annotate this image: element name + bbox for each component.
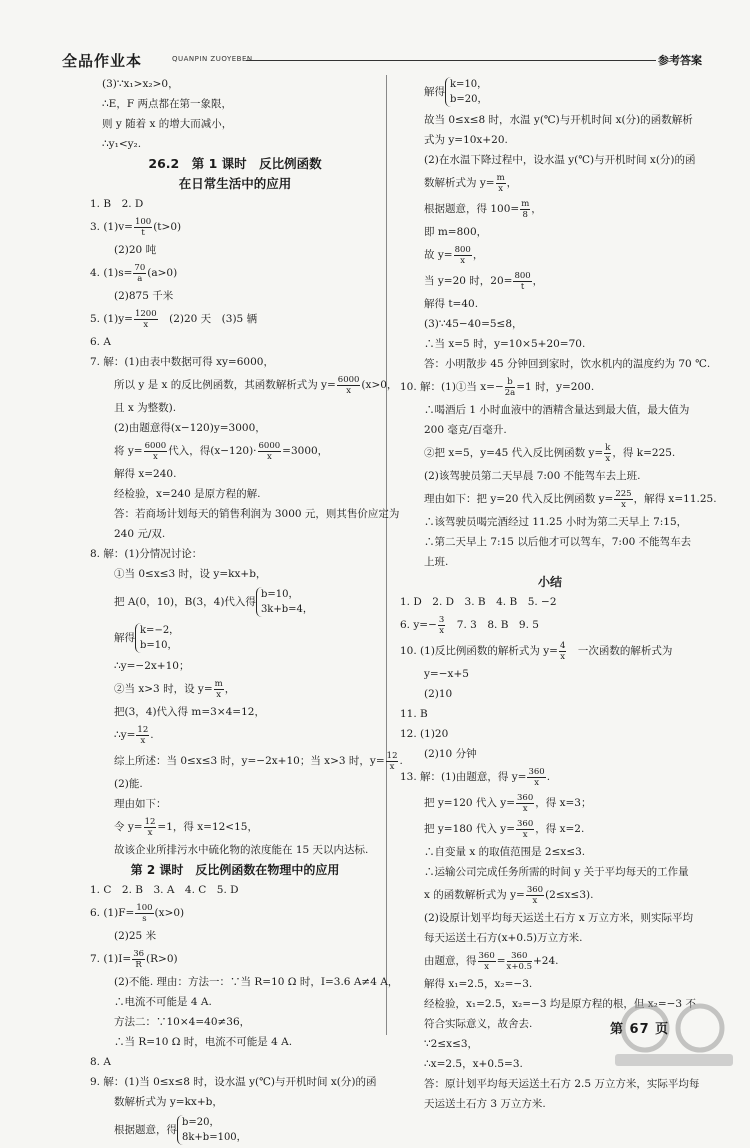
fraction: $\frac{m}{x}$ — [214, 678, 223, 700]
answer-line: 把(3，4)代入得 m=3×4=12， — [114, 706, 265, 718]
answer-line: ∴喝酒后 1 小时血液中的酒精含量达到最大值，最大值为 — [424, 404, 690, 416]
answer-line: 把 y=120 代入 y= $\frac{360}{x}$ ，得 x=3； — [424, 792, 592, 814]
answer-line: ∵2≤x≤3， — [424, 1038, 479, 1050]
answer-line: ∴该驾驶员喝完酒经过 11.25 小时为第二天早上 7:15， — [424, 516, 688, 528]
answer-line: 10. 解：(1)①当 x=− $\frac{b}{2a}$ =1 时，y=200. — [400, 376, 595, 398]
answer-line: 8. A — [90, 1056, 111, 1068]
fraction: $\frac{360}{x}$ — [528, 766, 545, 788]
fraction: $\frac{800}{t}$ — [514, 270, 531, 292]
answer-line: 200 毫克/百毫升. — [424, 424, 507, 436]
answer-line: 6. (1)F= $\frac{100}{s}$ (x>0) — [90, 902, 185, 924]
answer-line: 6. A — [90, 336, 111, 348]
answer-line: 由题意，得 $\frac{360}{x}$ = $\frac{360}{x+0.5}$ +24. — [424, 950, 559, 972]
answer-line: 令 y= $\frac{12}{x}$ =1，得 x=12<15， — [114, 816, 258, 838]
answer-line: ∴y= $\frac{12}{x}$ . — [114, 724, 154, 746]
answer-line: ∴运输公司完成任务所需的时间 y 关于平均每天的工作量 — [424, 866, 689, 878]
fraction: $\frac{3}{x}$ — [438, 614, 445, 636]
answer-line: (3)∵x₁>x₂>0， — [102, 78, 179, 90]
answer-line: 1. C 2. B 3. A 4. C 5. D — [90, 884, 239, 896]
fraction: $\frac{360}{x}$ — [478, 950, 495, 972]
answer-line: ∴第二天早上 7:15 以后他才可以驾车，7:00 不能驾车去 — [424, 536, 692, 548]
answer-line: (2)在水温下降过程中，设水温 y(℃)与开机时间 x(分)的函 — [424, 154, 696, 166]
answer-line: ∴当 R=10 Ω 时，电流不可能是 4 A. — [114, 1036, 293, 1048]
answer-line: (2)10 分钟 — [424, 748, 477, 760]
answer-line: 故该企业所排污水中硫化物的浓度能在 15 天以内达标. — [114, 844, 369, 856]
section-title: 26.2 第 1 课时 反比例函数 — [148, 156, 322, 171]
section-header-title: 参考答案 — [658, 54, 702, 67]
page-number: 第 67 页 — [610, 1022, 670, 1037]
fraction: $\frac{360}{x+0.5}$ — [506, 950, 532, 972]
answer-line: 解得 t=40. — [424, 298, 479, 310]
left-column — [90, 74, 403, 1148]
fraction: $\frac{m}{x}$ — [496, 172, 505, 194]
answer-line: (2)875 千米 — [114, 290, 174, 302]
answer-line: y=−x+5 — [424, 668, 469, 680]
section-title: 小结 — [537, 575, 562, 589]
answer-line: 上班. — [424, 556, 449, 568]
answer-line: 13. 解：(1)由题意，得 y= $\frac{360}{x}$ . — [400, 766, 551, 788]
fraction: $\frac{360}{x}$ — [517, 818, 534, 840]
fraction: $\frac{360}{x}$ — [517, 792, 534, 814]
answer-line: 理由如下： — [114, 798, 167, 810]
answer-line: 1. B 2. D — [90, 198, 144, 210]
answer-line: 数解析式为 y= $\frac{m}{x}$ ， — [424, 172, 518, 194]
brand-pinyin: QUANPIN ZUOYEBEN — [172, 55, 253, 63]
column-divider — [386, 75, 387, 1035]
fraction: $\frac{12}{x}$ — [137, 724, 149, 746]
answer-line: x 的函数解析式为 y= $\frac{360}{x}$ (2≤x≤3). — [424, 884, 594, 906]
section-subtitle: 在日常生活中的应用 — [178, 176, 292, 191]
equation-system: b=10， 3k+b=4， — [256, 587, 313, 617]
answer-line: (2)能. — [114, 778, 143, 790]
answer-line: 故 y= $\frac{800}{x}$ ， — [424, 244, 484, 266]
answer-line: 9. 解：(1)当 0≤x≤8 时，设水温 y(℃)与开机时间 x(分)的函 — [90, 1076, 377, 1088]
answer-line: (2)该驾驶员第二天早晨 7:00 不能驾车去上班. — [424, 470, 641, 482]
answer-line: 11. B — [400, 708, 428, 720]
answer-line: (2)20 吨 — [114, 244, 157, 256]
fraction: $\frac{m}{8}$ — [521, 198, 530, 220]
section-title: 第 2 课时 反比例函数在物理中的应用 — [130, 863, 340, 877]
answer-line: 答：若商场计划每天的销售利润为 3000 元，则其售价应定为 — [114, 508, 400, 520]
answer-line: 即 m=800， — [424, 226, 488, 238]
page-header — [62, 50, 702, 72]
answer-line: 则 y 随着 x 的增大而减小， — [102, 118, 233, 130]
answer-line: 答：原计划平均每天运送土石方 2.5 万立方米，实际平均每 — [424, 1078, 700, 1090]
answer-line: 1. D 2. D 3. B 4. B 5. −2 — [400, 596, 557, 608]
answer-line: 8. 解：(1)分情况讨论： — [90, 548, 203, 560]
answer-line: 式为 y=10x+20. — [424, 134, 508, 146]
answer-line: (2)不能. 理由：方法一：∵当 R=10 Ω 时，I=3.6 A≠4 A， — [114, 976, 399, 988]
fraction: $\frac{12}{x}$ — [144, 816, 156, 838]
answer-line: 7. (1)I= $\frac{36}{R}$ (R>0) — [90, 948, 178, 970]
answer-line: ∴x=2.5，x+0.5=3. — [424, 1058, 523, 1070]
fraction: $\frac{225}{x}$ — [615, 488, 632, 510]
answer-line: (3)∵45−40=5≤8， — [424, 318, 523, 330]
answer-line: 符合实际意义，故舍去. — [424, 1018, 533, 1030]
answer-line: 解得 x₁=2.5，x₂=−3. — [424, 978, 533, 990]
answer-line: 把 A(0，10)，B(3，4)代入得 b=10， 3k+b=4， — [114, 589, 313, 615]
answer-line: 方法二：∵10×4=40≠36， — [114, 1016, 251, 1028]
answer-line: (2)由题意得(x−120)y=3000， — [114, 422, 266, 434]
answer-line: ∴电流不可能是 4 A. — [114, 996, 212, 1008]
fraction: $\frac{100}{s}$ — [136, 902, 153, 924]
fraction: $\frac{36}{R}$ — [133, 948, 145, 970]
answer-line: 每天运送土石方(x+0.5)万立方米. — [424, 932, 583, 944]
answer-line: 理由如下：把 y=20 代入反比例函数 y= $\frac{225}{x}$ ，解得 x=11.25. — [424, 488, 717, 510]
right-column — [400, 74, 717, 1114]
answer-line: 4. (1)s= $\frac{70}{a}$ (a>0) — [90, 262, 178, 284]
answer-line: ②当 x>3 时，设 y= $\frac{m}{x}$ ， — [114, 678, 236, 700]
answer-line: 数解析式为 y=kx+b， — [114, 1096, 223, 1108]
equation-system: b=20， 8k+b=100， — [177, 1115, 247, 1145]
fraction: $\frac{6000}{x}$ — [258, 440, 281, 462]
answer-line: 综上所述：当 0≤x≤3 时，y=−2x+10；当 x>3 时，y= $\frac{12}{x}$ . — [114, 750, 403, 772]
fraction: $\frac{800}{x}$ — [454, 244, 471, 266]
fraction: $\frac{70}{a}$ — [134, 262, 146, 284]
answer-line: 6. y=− $\frac{3}{x}$ 7. 3 8. B 9. 5 — [400, 614, 539, 636]
fraction: $\frac{k}{x}$ — [605, 442, 611, 464]
fraction: $\frac{360}{x}$ — [526, 884, 544, 906]
brand-title: 全品作业本 — [62, 52, 143, 70]
fraction: $\frac{12}{x}$ — [386, 750, 398, 772]
answer-line: ②把 x=5，y=45 代入反比例函数 y= $\frac{k}{x}$ ，得 k=225. — [424, 442, 676, 464]
answer-line: 故当 0≤x≤8 时，水温 y(℃)与开机时间 x(分)的函数解析 — [424, 114, 693, 126]
answer-line: 答：小明散步 45 分钟回到家时，饮水机内的温度约为 70 ℃. — [424, 358, 711, 370]
answer-line: 5. (1)y= $\frac{1200}{x}$ (2)20 天 (3)5 辆 — [90, 308, 258, 330]
fraction: $\frac{100}{t}$ — [134, 216, 152, 238]
answer-line: 解得 k=−2， b=10， — [114, 625, 180, 651]
equation-system: k=10， b=20， — [445, 77, 488, 107]
answer-line: (2)10 — [424, 688, 453, 700]
answer-line: 所以 y 是 x 的反比例函数，其函数解析式为 y= $\frac{6000}{x}$ (x>0， — [114, 374, 398, 396]
fraction: $\frac{1200}{x}$ — [134, 308, 157, 330]
answer-line: 10. (1)反比例函数的解析式为 y= $\frac{4}{x}$ 一次函数的解析式为 — [400, 640, 673, 662]
answer-line: ∴y₁<y₂. — [102, 138, 142, 150]
answer-line: 经检验，x₁=2.5，x₂=−3 均是原方程的根，但 x₂=−3 不 — [424, 998, 696, 1010]
answer-line: 天运送土石方 3 万立方米. — [424, 1098, 546, 1110]
answer-line: 根据题意，得 100= $\frac{m}{8}$ ， — [424, 198, 542, 220]
answer-line: ∴自变量 x 的取值范围是 2≤x≤3. — [424, 846, 586, 858]
answer-line: 解得 k=10， b=20， — [424, 79, 488, 105]
answer-line: 且 x 为整数). — [114, 402, 177, 414]
answer-line: 将 y= $\frac{6000}{x}$ 代入，得(x−120)· $\frac{6000}{x}$ =3000， — [114, 440, 329, 462]
answer-line: 解得 x=240. — [114, 468, 177, 480]
fraction: $\frac{b}{2a}$ — [504, 376, 516, 398]
answer-line: ∴当 x=5 时，y=10×5+20=70. — [424, 338, 586, 350]
fraction: $\frac{6000}{x}$ — [144, 440, 167, 462]
answer-line: 根据题意，得 b=20， 8k+b=100， — [114, 1117, 247, 1143]
answer-line: 把 y=180 代入 y= $\frac{360}{x}$ ，得 x=2. — [424, 818, 585, 840]
answer-line: ①当 0≤x≤3 时，设 y=kx+b， — [114, 568, 267, 580]
answer-line: 当 y=20 时，20= $\frac{800}{t}$ ， — [424, 270, 544, 292]
answer-line: ∴y=−2x+10； — [114, 660, 190, 672]
answer-line: (2)25 米 — [114, 930, 157, 942]
answer-line: 7. 解：(1)由表中数据可得 xy=6000， — [90, 356, 274, 368]
answer-line: 240 元/双. — [114, 528, 166, 540]
answer-line: (2)设原计划平均每天运送土石方 x 万立方米，则实际平均 — [424, 912, 693, 924]
answer-line: 3. (1)v= $\frac{100}{t}$ (t>0) — [90, 216, 182, 238]
answer-line: ∴E，F 两点都在第一象限， — [102, 98, 232, 110]
answer-line: 经检验，x=240 是原方程的解. — [114, 488, 261, 500]
header-rule — [246, 60, 656, 61]
fraction: $\frac{4}{x}$ — [559, 640, 566, 662]
equation-system: k=−2， b=10， — [135, 623, 179, 653]
fraction: $\frac{6000}{x}$ — [337, 374, 360, 396]
answer-line: 12. (1)20 — [400, 728, 449, 740]
